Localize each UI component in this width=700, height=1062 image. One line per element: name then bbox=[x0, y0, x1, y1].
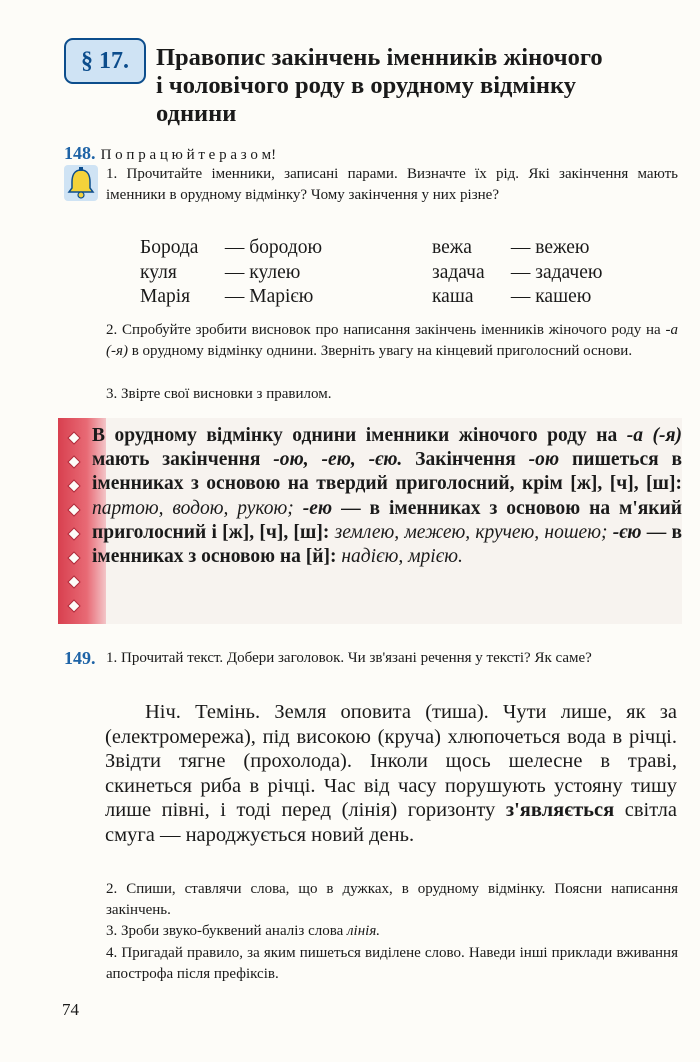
highlighted-word: з'являється bbox=[505, 799, 615, 821]
exercise-148-task3: 3. Звірте свої висновки з правилом. bbox=[106, 386, 332, 402]
dash: — bbox=[510, 286, 531, 307]
word-instrumental: кашею bbox=[535, 286, 592, 307]
page-number: 74 bbox=[62, 1000, 79, 1019]
task-text: 3. Зроби звуко-буквений аналіз слова bbox=[106, 923, 344, 939]
rule-sentence: — в іменниках з основою на м'який приголосний і [ж], [ч], [ш]: bbox=[92, 497, 683, 543]
word-base: куля bbox=[140, 261, 177, 283]
rule-sentence: — в іменниках з основою на [й]: bbox=[92, 521, 683, 568]
word-instrumental: задачею bbox=[535, 261, 603, 283]
word-base: задача bbox=[432, 261, 485, 283]
exercise-number: 149. bbox=[64, 648, 96, 668]
title-line: однини bbox=[156, 100, 237, 127]
diamond-markers bbox=[60, 424, 90, 620]
exercise-149-task1: 1. Прочитай текст. Добери заголовок. Чи зв'язані речення у тексті? Як саме? bbox=[106, 650, 592, 666]
text-body: світла смуга — народжується новий день. bbox=[105, 799, 678, 846]
exercise-149-task3 bbox=[106, 921, 678, 942]
title-line: і чоловічого роду в орудному відмінку bbox=[156, 72, 577, 99]
ending-highlight: -а (-я) bbox=[106, 322, 678, 359]
word-instrumental: вежею bbox=[535, 237, 590, 258]
dash: — bbox=[510, 261, 531, 283]
task-word: лінія. bbox=[347, 923, 381, 939]
rule-sentence: Закінчення bbox=[415, 449, 516, 471]
exercise-148-task2 bbox=[106, 320, 678, 362]
exercise-149-text bbox=[105, 700, 677, 847]
title-line: Правопис закінчень іменників жіночого bbox=[156, 44, 603, 71]
word-pair bbox=[432, 261, 602, 286]
dash: — bbox=[224, 286, 245, 307]
dash: — bbox=[224, 237, 245, 258]
rule-example: надією, мрією. bbox=[341, 546, 463, 568]
exercise-149-task4: 4. Пригадай правило, за яким пишеться виділене слово. Наведи інші приклади вживання апострофа після префіксів. bbox=[106, 945, 678, 982]
exercise-instruction: П о п р а ц ю й т е р а з о м! bbox=[100, 147, 277, 163]
bell-icon bbox=[64, 165, 98, 201]
rule-ending: -а (-я) bbox=[626, 425, 682, 446]
word-pair bbox=[140, 236, 322, 261]
rule-sentence: мають закінчення bbox=[92, 449, 261, 471]
text-body: Ніч. Темінь. Земля оповита (тиша). Чути лише, як за (електромережа), під високою (круча) хлюпочеться вода в річці. Звідти тягне (прохолода). Інколи щось шелесне в траві, скинеться риба в річці. Час від часу порушують устояну тишу лише півні, і тоді перед (лінія) горизонту bbox=[105, 701, 677, 821]
word-pairs-right bbox=[432, 236, 602, 310]
section-badge: § 17. bbox=[64, 38, 146, 84]
dash: — bbox=[510, 237, 531, 258]
word-instrumental: кулею bbox=[249, 261, 301, 283]
task-text: 2. Спробуйте зробити висновок про написання закінчень іменників жіночого роду на bbox=[106, 322, 661, 338]
rule-sentence: В орудному відмінку однини іменники жіночого роду на bbox=[92, 425, 618, 446]
word-pair bbox=[432, 285, 602, 310]
rule-text bbox=[92, 424, 682, 569]
word-pair bbox=[432, 236, 602, 261]
word-base: Борода bbox=[140, 237, 199, 258]
word-base: Марія bbox=[140, 286, 191, 307]
exercise-149-task2: 2. Спиши, ставлячи слова, що в дужках, в орудному відмінку. Поясни написання закінчень. bbox=[106, 881, 678, 918]
word-base: вежа bbox=[432, 237, 472, 258]
rule-example: партою, водою, рукою; bbox=[92, 497, 294, 519]
word-instrumental: Марією bbox=[249, 286, 314, 307]
exercise-148-header bbox=[64, 143, 676, 166]
exercise-number: 148. bbox=[64, 143, 96, 163]
word-base: каша bbox=[432, 286, 474, 307]
rule-ending: -ою bbox=[528, 449, 560, 471]
rule-ending: -єю bbox=[612, 521, 642, 543]
exercise-148-task1: 1. Прочитайте іменники, записані парами. Визначте їх рід. Які закінчення мають іменники в орудному відмінку? Чому закінчення у них різне? bbox=[106, 166, 678, 203]
word-pairs-left bbox=[140, 236, 322, 310]
rule-sentence: пишеться в іменниках з основою на твердий приголосний, крім [ж], [ч], [ш]: bbox=[92, 449, 683, 495]
rule-ending: -ою, -ею, -єю. bbox=[273, 449, 403, 471]
word-pair bbox=[140, 261, 322, 286]
rule-example: землею, межею, кручею, ношею; bbox=[334, 521, 608, 543]
section-title bbox=[156, 44, 676, 128]
rule-ending: -ею bbox=[302, 497, 333, 519]
word-instrumental: бородою bbox=[249, 237, 323, 258]
word-pair bbox=[140, 285, 322, 310]
task-text: в орудному відмінку однини. Зверніть увагу на кінцевий приголосний основи. bbox=[131, 343, 633, 359]
dash: — bbox=[224, 261, 245, 283]
